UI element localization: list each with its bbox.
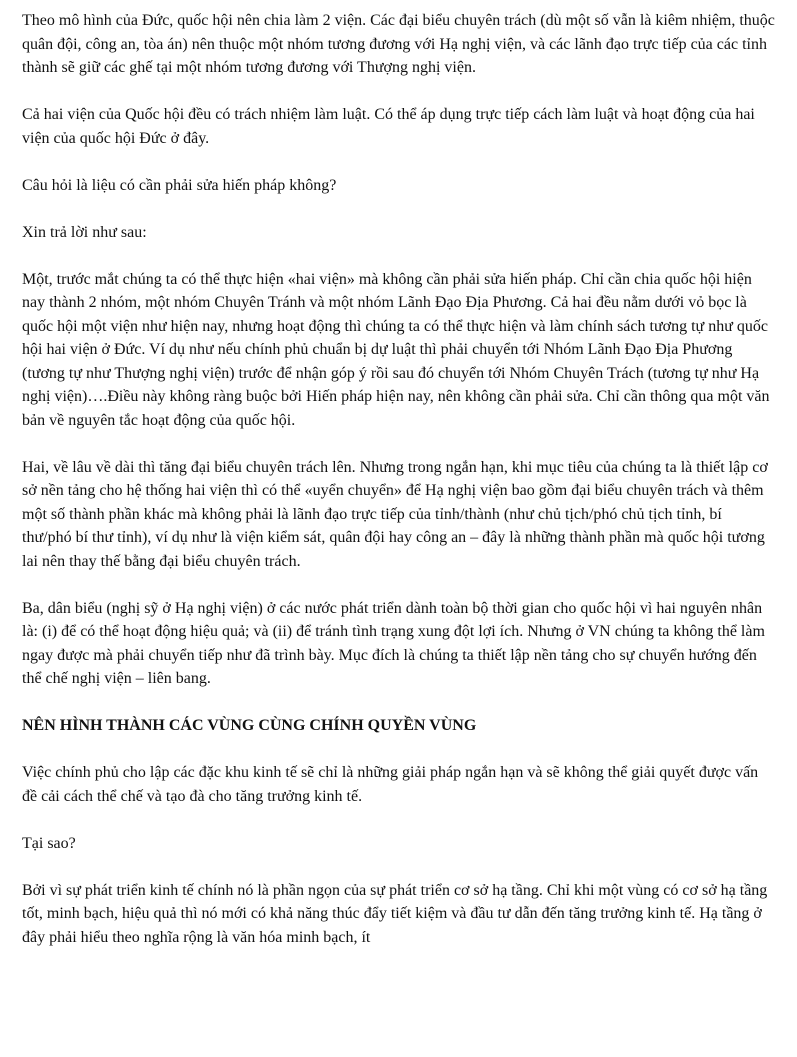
paragraph-answer-intro: Xin trả lời như sau: [22, 223, 147, 241]
paragraph-why: Tại sao? [22, 834, 76, 852]
paragraph-question: Câu hỏi là liệu có cần phải sửa hiến pháp không? [22, 176, 337, 194]
paragraph-infrastructure: Bởi vì sự phát triển kinh tế chính nó là phần ngọn của sự phát triển cơ sở hạ tầng. Chỉ khi một vùng có cơ sở hạ tầng tốt, minh bạch, hiệu quả thì nó mới có khả năng thúc đẩy tiết kiệm và đầu tư dẫn đến tăng trưởng kinh tế. Hạ tầng ở đây phải hiểu theo nghĩa rộng là văn hóa minh bạch, ít [22, 881, 768, 946]
paragraph-lawmaking: Cả hai viện của Quốc hội đều có trách nhiệm làm luật. Có thể áp dụng trực tiếp cách làm luật và hoạt động của hai viện của quốc hội Đức ở đây. [22, 106, 755, 147]
paragraph-point-three: Ba, dân biểu (nghị sỹ ở Hạ nghị viện) ở các nước phát triển dành toàn bộ thời gian cho quốc hội vì hai nguyên nhân là: (i) để có thể hoạt động hiệu quả; và (ii) để tránh tình trạng xung đột lợi ích. Nhưng ở VN chúng ta không thể làm ngay được mà phải chuyển tiếp như đã trình bày. Mục đích là chúng ta thiết lập nền tảng cho sự chuyển hướng đến thể chế nghị viện – liên bang. [22, 599, 765, 687]
section-heading: NÊN HÌNH THÀNH CÁC VÙNG CÙNG CHÍNH QUYỀN VÙNG [22, 717, 477, 734]
paragraph-german-model: Theo mô hình của Đức, quốc hội nên chia làm 2 viện. Các đại biểu chuyên trách (dù một số vẫn là kiêm nhiệm, thuộc quân đội, công an, tòa án) nên thuộc một nhóm tương đương với Hạ nghị viện, và các lãnh đạo trực tiếp của các tỉnh thành sẽ giữ các ghế tại một nhóm tương đương với Thượng nghị viện. [22, 12, 775, 76]
paragraph-point-one: Một, trước mắt chúng ta có thể thực hiện «hai viện» mà không cần phải sửa hiến pháp. Chỉ cần chia quốc hội hiện nay thành 2 nhóm, một nhóm Chuyên Tránh và một nhóm Lãnh Đạo Địa Phương. Cả hai đều nằm dưới vỏ bọc là quốc hội một viện như hiện nay, nhưng hoạt động thì chúng ta có thể thực hiện và làm chính sách tương tự như quốc hội hai viện ở Đức. Ví dụ như nếu chính phủ chuẩn bị dự luật thì phải chuyển tới Nhóm Lãnh Đạo Địa Phương (tương tự như Thượng nghị viện) trước để nhận góp ý rồi sau đó chuyển tới Nhóm Chuyên Trách (tương tự như Hạ nghị viện)….Điều này không ràng buộc bởi Hiến pháp hiện nay, nên không cần phải sửa. Chỉ cần thông qua một văn bản về nguyên tắc hoạt động của quốc hội. [22, 270, 770, 429]
paragraph-economic-zones: Việc chính phủ cho lập các đặc khu kinh tế sẽ chỉ là những giải pháp ngắn hạn và sẽ không thể giải quyết được vấn đề cải cách thể chế và tạo đà cho tăng trưởng kinh tế. [22, 764, 759, 805]
paragraph-point-two: Hai, về lâu về dài thì tăng đại biểu chuyên trách lên. Nhưng trong ngắn hạn, khi mục tiêu của chúng ta là thiết lập cơ sở nền tảng cho hệ thống hai viện thì có thể «uyển chuyển» để Hạ nghị viện bao gồm đại biểu chuyên trách và thêm một số thành phần khác mà không phải là lãnh đạo trực tiếp của tỉnh/thành (như chủ tịch/phó chủ tịch tỉnh, bí thư/phó bí thư tỉnh), ví dụ như là viện kiểm sát, quân đội hay công an – đây là những thành phần mà quốc hội tương lai nên thay thế bằng đại biểu chuyên trách. [22, 458, 768, 570]
